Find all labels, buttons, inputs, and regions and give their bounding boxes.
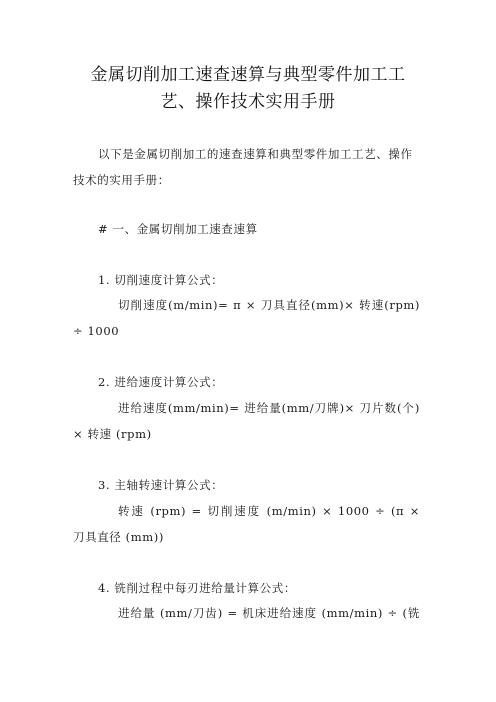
item-2-formula-line-1: 进给速度(mm/min)= 进给量(mm/刀牌)× 刀片数(个): [118, 401, 420, 415]
intro-line-1: 以下是金属切削加工的速查速算和典型零件加工工艺、操作: [98, 147, 413, 161]
section-heading: # 一、金属切削加工速查速算: [98, 222, 258, 236]
item-4-formula-line-1: 进给量 (mm/刀齿) = 机床进给速度 (mm/min) ÷ (铣: [118, 606, 420, 620]
item-1-formula-line-1: 切削速度(m/min)= π × 刀具直径(mm)× 转速(rpm): [118, 298, 420, 312]
intro-line-2: 技术的实用手册：: [73, 173, 170, 187]
item-3-formula-line-1: 转速 (rpm) = 切削速度 (m/min) × 1000 ÷ (π ×: [118, 504, 420, 518]
item-2-heading: 2. 进给速度计算公式：: [98, 375, 224, 389]
document-title: [70, 62, 426, 116]
title-line-2: 艺、操作技术实用手册: [160, 92, 336, 112]
item-4-heading: 4. 铣削过程中每刃进给量计算公式：: [98, 581, 296, 595]
item-3-heading: 3. 主轴转速计算公式：: [98, 478, 224, 492]
item-3-formula-line-2: 刀具直径 (mm)): [73, 530, 164, 544]
title-line-1: 金属切削加工速查速算与典型零件加工工: [90, 65, 406, 85]
item-1-formula-line-2: ÷ 1000: [73, 324, 120, 338]
item-1-heading: 1. 切削速度计算公式：: [98, 273, 224, 287]
item-2-formula-line-2: × 转速 (rpm): [73, 427, 152, 441]
